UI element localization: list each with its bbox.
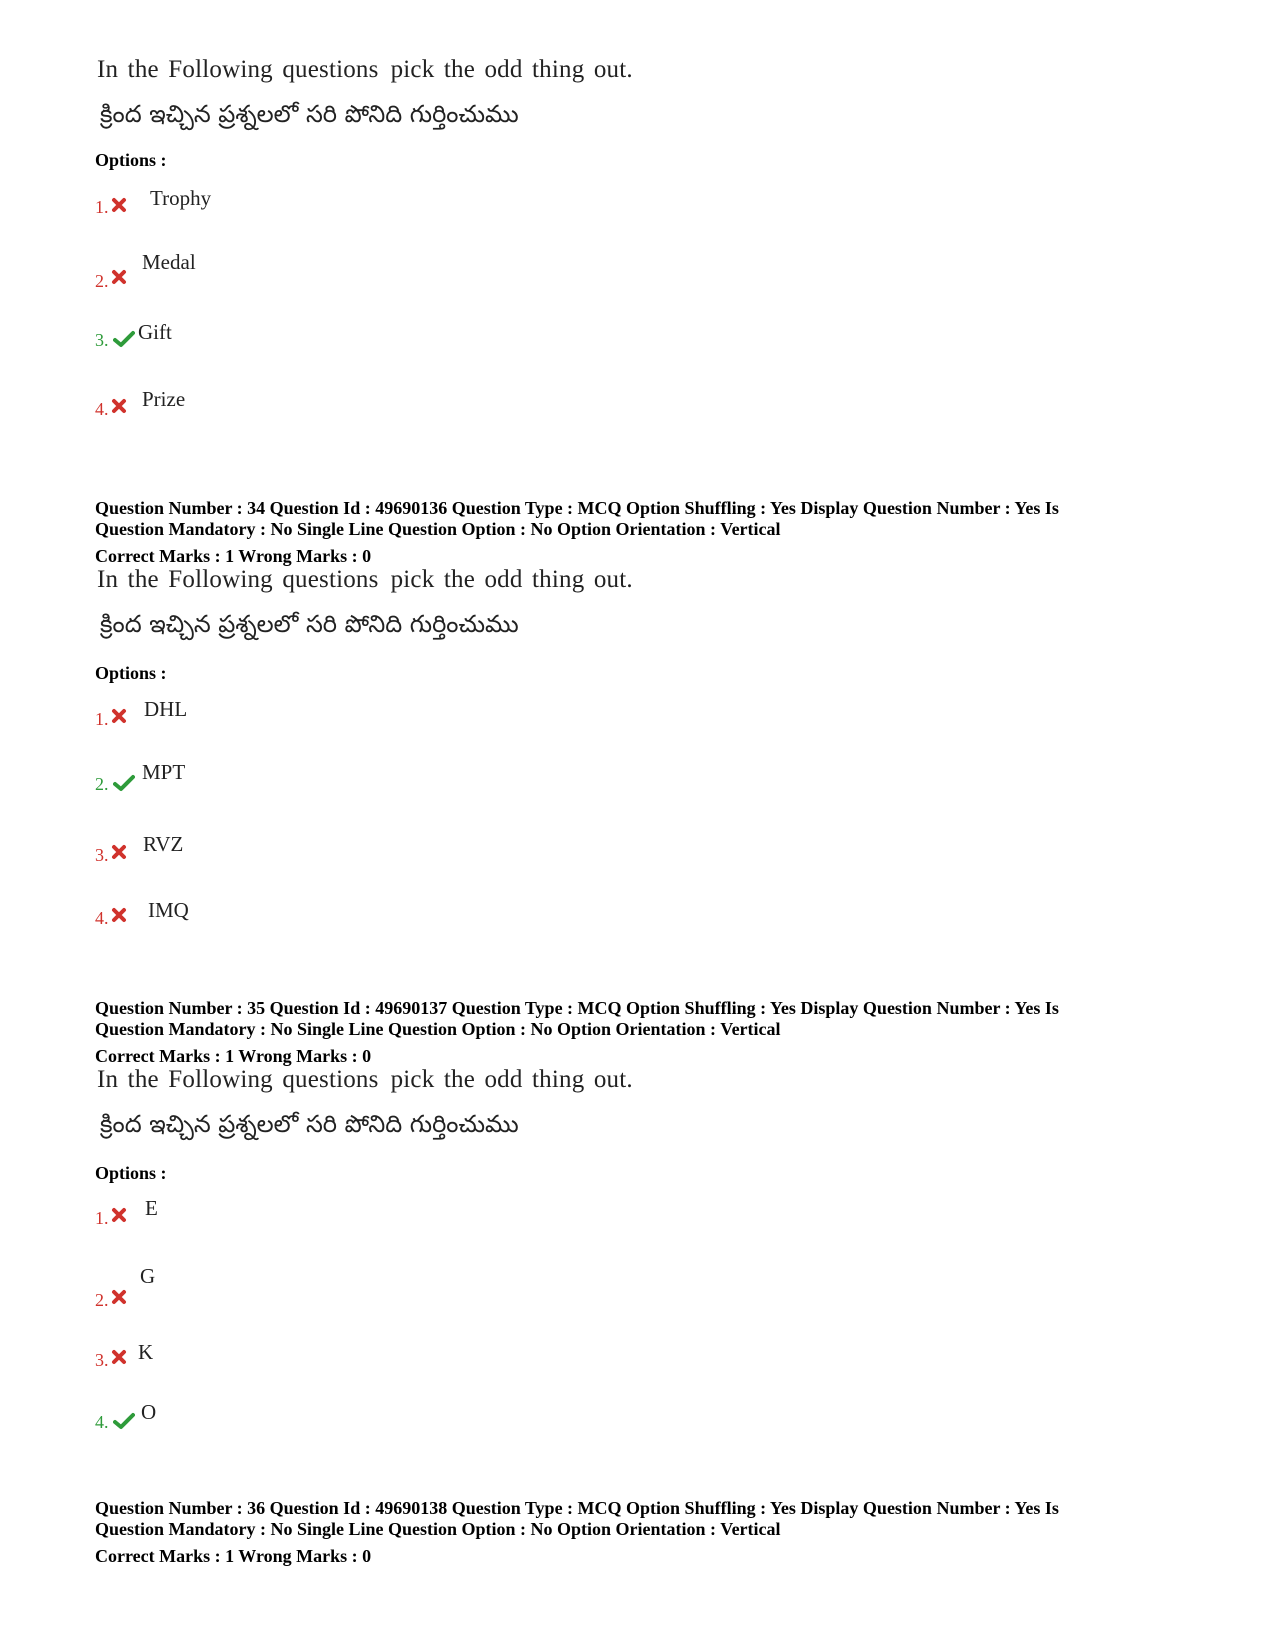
options-label: Options : [95, 663, 167, 683]
meta-line-2: Question Mandatory : No Single Line Question Option : No Option Orientation : Vertical [95, 1019, 781, 1039]
question-prompt-en [97, 566, 633, 594]
option-text: Trophy [150, 186, 212, 210]
wrong-cross-icon [110, 843, 128, 861]
wrong-cross-icon [110, 1288, 128, 1306]
option-text: O [141, 1400, 157, 1424]
option-text: DHL [144, 697, 188, 721]
option-number: 1. [95, 709, 109, 729]
option-text: IMQ [148, 898, 189, 922]
option-number: 1. [95, 1208, 109, 1228]
question-meta [95, 1498, 1195, 1540]
option-text: G [140, 1264, 156, 1288]
prompt-en-part1: In the Following questions [97, 56, 379, 83]
prompt-en-part1: In the Following questions [97, 566, 379, 593]
options-label: Options : [95, 150, 167, 170]
correct-check-icon [113, 330, 135, 348]
question-prompt-te: క్రింద ఇచ్చిన ప్రశ్నలలో సరి పోనిది గుర్తించుము [100, 1110, 519, 1138]
wrong-cross-icon [110, 707, 128, 725]
option-number: 4. [95, 1412, 109, 1432]
wrong-cross-icon [110, 1348, 128, 1366]
meta-line-1: Question Number : 34 Question Id : 49690136 Question Type : MCQ Option Shuffling : Yes Display Question Number : Yes Is [95, 498, 1059, 518]
question-meta [95, 498, 1195, 540]
option-number: 2. [95, 271, 109, 291]
wrong-cross-icon [110, 397, 128, 415]
question-prompt-te: క్రింద ఇచ్చిన ప్రశ్నలలో సరి పోనిది గుర్తించుము [100, 610, 519, 638]
option-number: 3. [95, 1350, 109, 1370]
meta-line-1: Question Number : 35 Question Id : 49690137 Question Type : MCQ Option Shuffling : Yes Display Question Number : Yes Is [95, 998, 1059, 1018]
question-marks: Correct Marks : 1 Wrong Marks : 0 [95, 546, 372, 566]
option-number: 3. [95, 845, 109, 865]
option-number: 1. [95, 197, 109, 217]
option-text: Prize [142, 387, 186, 411]
meta-line-2: Question Mandatory : No Single Line Question Option : No Option Orientation : Vertical [95, 1519, 781, 1539]
option-text: RVZ [143, 832, 184, 856]
correct-check-icon [113, 774, 135, 792]
meta-line-2: Question Mandatory : No Single Line Question Option : No Option Orientation : Vertical [95, 519, 781, 539]
option-text: Medal [142, 250, 196, 274]
prompt-en-part1: In the Following questions [97, 1066, 379, 1093]
option-number: 2. [95, 1290, 109, 1310]
question-meta [95, 998, 1195, 1040]
options-label: Options : [95, 1163, 167, 1183]
option-number: 3. [95, 330, 109, 350]
option-text: K [138, 1340, 154, 1364]
meta-line-1: Question Number : 36 Question Id : 49690138 Question Type : MCQ Option Shuffling : Yes Display Question Number : Yes Is [95, 1498, 1059, 1518]
question-prompt-te: క్రింద ఇచ్చిన ప్రశ్నలలో సరి పోనిది గుర్తించుము [100, 100, 519, 128]
wrong-cross-icon [110, 268, 128, 286]
option-text: Gift [138, 320, 172, 344]
prompt-en-part2: pick the odd thing out. [390, 566, 633, 593]
wrong-cross-icon [110, 1206, 128, 1224]
prompt-en-part2: pick the odd thing out. [390, 56, 633, 83]
wrong-cross-icon [110, 196, 128, 214]
wrong-cross-icon [110, 906, 128, 924]
option-number: 4. [95, 908, 109, 928]
question-prompt-en [97, 1066, 633, 1094]
option-text: MPT [142, 760, 186, 784]
question-marks: Correct Marks : 1 Wrong Marks : 0 [95, 1546, 372, 1566]
option-number: 2. [95, 774, 109, 794]
option-text: E [145, 1196, 158, 1220]
prompt-en-part2: pick the odd thing out. [390, 1066, 633, 1093]
question-marks: Correct Marks : 1 Wrong Marks : 0 [95, 1046, 372, 1066]
question-prompt-en [97, 56, 633, 84]
correct-check-icon [113, 1412, 135, 1430]
option-number: 4. [95, 399, 109, 419]
